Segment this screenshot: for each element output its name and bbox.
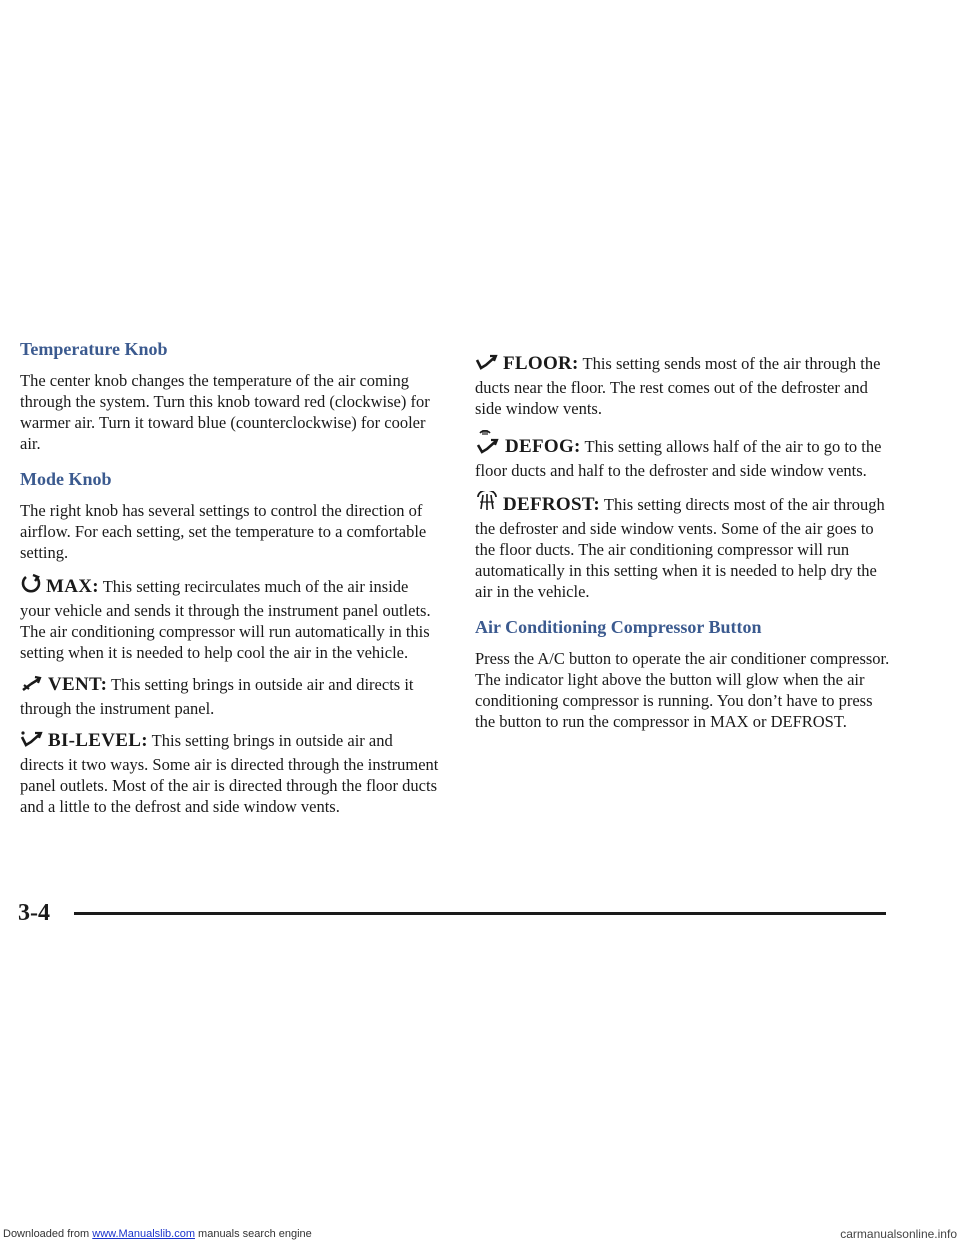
defrost-text: This setting directs most of the air through the defroster and side window vents. Some of the air goes to the floor ducts. The air conditioning compressor will run automatically in this setting when it is needed to help dry the air in the vehicle. — [475, 495, 885, 601]
vent-text: This setting brings in outside air and directs it through the instrument panel. — [20, 675, 414, 718]
defog-setting — [475, 429, 895, 481]
defrost-setting — [475, 491, 895, 602]
temperature-knob-text: The center knob changes the temperature of the air coming through the system. Turn this knob toward red (clockwise) for warmer air. Turn it toward blue (counterclockwise) for cooler air. — [20, 371, 430, 453]
bi-level-text: This setting brings in outside air and directs it two ways. Some air is directed through the instrument panel outlets. Most of the air is directed through the floor ducts and a little to the defrost and side window vents. — [20, 731, 439, 816]
floor-airflow-icon — [475, 352, 499, 377]
vent-term: VENT: — [48, 674, 108, 695]
floor-text: This setting sends most of the air through the ducts near the floor. The rest comes out of the defroster and side window vents. — [475, 354, 881, 418]
watermark: carmanualsonline.info — [840, 1227, 957, 1241]
footer-source — [3, 1226, 312, 1242]
bi-level-airflow-icon — [20, 729, 44, 754]
download-footer — [0, 1226, 960, 1242]
footer-rule — [74, 912, 886, 915]
left-column — [20, 335, 440, 827]
floor-setting — [475, 352, 895, 419]
ac-compressor-text: Press the A/C button to operate the air conditioner compressor. The indicator light above the button will glow when the air conditioning compressor is running. You don’t have to press the button to run the compressor in MAX or DEFROST. — [475, 649, 890, 731]
max-text: This setting recirculates much of the air inside your vehicle and sends it through the instrument panel outlets. The air conditioning compressor will run automatically in this setting when it is needed to help cool the air in the vehicle. — [20, 577, 431, 662]
ac-compressor-heading: Air Conditioning Compressor Button — [475, 617, 762, 637]
max-term: MAX: — [46, 576, 99, 597]
bi-level-term: BI-LEVEL: — [48, 730, 148, 751]
footer-prefix: Downloaded from — [3, 1228, 93, 1240]
defrost-term: DEFROST: — [503, 494, 601, 515]
mode-knob-text: The right knob has several settings to control the direction of airflow. For each setting, set the temperature to a comfortable setting. — [20, 501, 427, 562]
defog-term: DEFOG: — [505, 436, 581, 457]
page-number: 3-4 — [18, 900, 50, 926]
vent-airflow-icon — [20, 673, 44, 698]
footer-suffix: manuals search engine — [194, 1228, 312, 1240]
vent-setting — [20, 673, 440, 719]
defog-text: This setting allows half of the air to go to the floor ducts and half to the defroster and side window vents. — [475, 437, 882, 480]
recirculation-icon — [20, 573, 42, 600]
temperature-knob-heading: Temperature Knob — [20, 339, 168, 359]
manualslib-link[interactable]: www.Manualslib.com — [92, 1228, 195, 1240]
defog-icon — [475, 429, 501, 460]
bi-level-setting — [20, 729, 440, 817]
defrost-icon — [475, 491, 499, 518]
floor-term: FLOOR: — [503, 353, 579, 374]
max-setting — [20, 573, 440, 663]
mode-knob-heading: Mode Knob — [20, 469, 112, 489]
right-column — [475, 335, 895, 742]
